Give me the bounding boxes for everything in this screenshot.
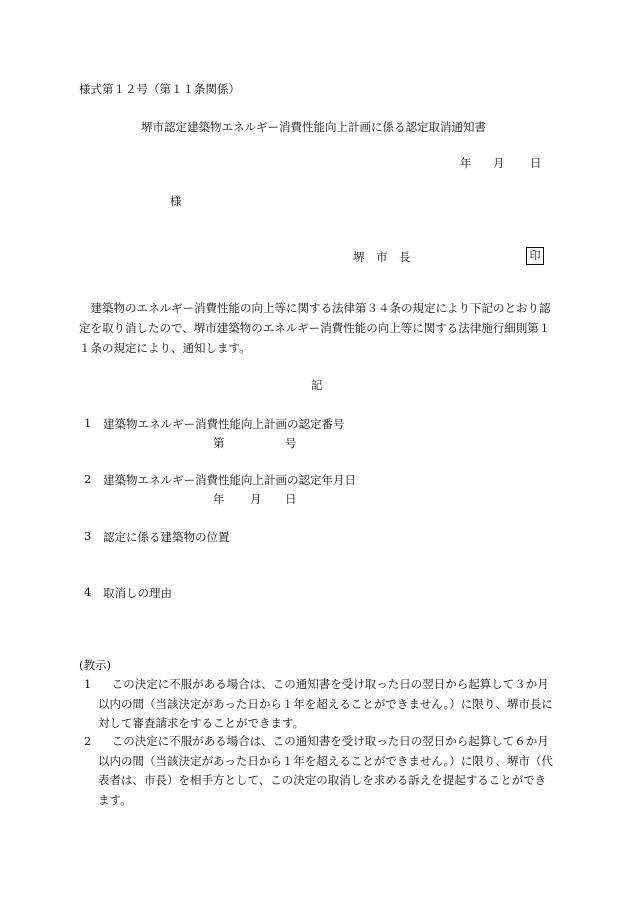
notice-item xyxy=(84,675,556,734)
seal-stamp: 印 xyxy=(526,247,544,265)
notice-item-number: 2 xyxy=(84,734,92,748)
item-sub-go: 号 xyxy=(285,436,297,450)
form-number: 様式第１２号（第１１条関係） xyxy=(79,82,240,96)
notice-item xyxy=(84,732,556,810)
item-number: 3 xyxy=(84,529,92,543)
body-paragraph: 建築物のエネルギー消費性能の向上等に関する法律第３４条の規定により下記のとおり認定を取り消したので、堺市建築物のエネルギー消費性能の向上等に関する法律施行細則第１１条の規定により、通知します。 xyxy=(79,301,551,355)
addressee-suffix: 様 xyxy=(170,194,182,208)
notice-item-text: この決定に不服がある場合は、この通知書を受け取った日の翌日から起算して６か月以内の間（当該決定があった日から１年を超えることができません。）に限り、堺市（代表者は、市長）を相手方として、この決定の取消しを求める訴えを提起することができます。 xyxy=(98,734,553,807)
notice-heading: (教示) xyxy=(79,658,111,672)
date-month: 月 xyxy=(493,156,505,170)
item-label: 取消しの理由 xyxy=(103,586,172,600)
notice-item-number: 1 xyxy=(84,677,92,691)
item-sub-month: 月 xyxy=(250,492,262,506)
item-sub-day: 日 xyxy=(285,492,297,506)
date-year: 年 xyxy=(460,156,472,170)
record-heading: 記 xyxy=(311,378,323,392)
item-sub-year: 年 xyxy=(213,492,225,506)
item-number: 4 xyxy=(84,585,92,599)
notice-item-text: この決定に不服がある場合は、この通知書を受け取った日の翌日から起算して３か月以内の間（当該決定があった日から１年を超えることができません。）に限り、堺市長に対して審査請求をすることができます。 xyxy=(98,677,553,730)
item-label: 建築物エネルギー消費性能向上計画の認定年月日 xyxy=(103,473,356,487)
item-sub-dai: 第 xyxy=(213,436,225,450)
document-title: 堺市認定建築物エネルギー消費性能向上計画に係る認定取消通知書 xyxy=(141,120,486,134)
issuer-name: 堺 市 長 xyxy=(353,250,411,264)
item-number: 1 xyxy=(84,416,92,430)
item-label: 建築物エネルギー消費性能向上計画の認定番号 xyxy=(103,417,345,431)
item-label: 認定に係る建築物の位置 xyxy=(103,530,230,544)
item-number: 2 xyxy=(84,472,92,486)
date-day: 日 xyxy=(530,156,542,170)
